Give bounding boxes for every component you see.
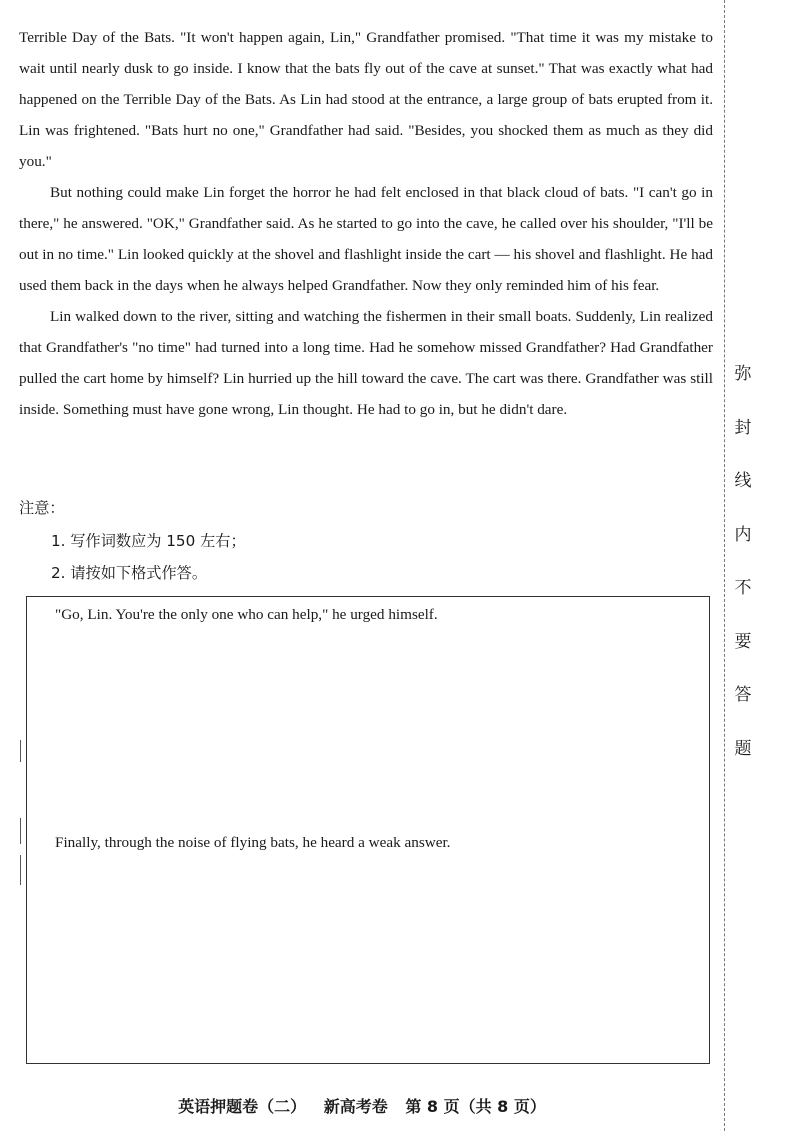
note-item-2: 2. 请按如下格式作答。 — [51, 564, 208, 582]
seal-char: 内 — [734, 524, 752, 545]
seal-dashed-line — [724, 0, 725, 1131]
seal-char: 不 — [734, 578, 752, 598]
note-item-1: 1. 写作词数应为 150 左右； — [51, 532, 246, 550]
scan-edge-mark — [20, 818, 21, 844]
answer-box[interactable] — [26, 596, 710, 1064]
seal-instruction — [731, 362, 755, 790]
passage-paragraph-2: But nothing could make Lin forget the horror he had felt enclosed in that black cloud of bats. "I can't go in there," he answered. "OK," Grandfather said. As he started to go into the cave, he called over his shoulder, "I'll be out in no time." Lin looked quickly at the shovel and flashlight inside the cart — his shovel and flashlight. He had used them back in the days when he always helped Grandfather. Now they only reminded him of his fear. — [19, 184, 713, 294]
scan-edge-mark — [20, 855, 21, 885]
reading-passage — [19, 22, 713, 425]
page-footer — [0, 1094, 724, 1117]
seal-char: 封 — [734, 417, 752, 438]
answer-prompt-2: Finally, through the noise of flying bats, he heard a weak answer. — [55, 834, 451, 851]
passage-paragraph-3: Lin walked down to the river, sitting and watching the fishermen in their small boats. Suddenly, Lin realized that Grandfather's "no time" had turned into a long time. Had he somehow missed Grandfather? Had Grandfather pulled the cart home by himself? Lin hurried up the hill toward the cave. The cart was there. Grandfather was still inside. Something must have gone wrong, Lin thought. He had to go in, but he didn't dare. — [19, 308, 713, 418]
scan-edge-mark — [20, 740, 21, 762]
answer-prompt-1: "Go, Lin. You're the only one who can help," he urged himself. — [55, 606, 438, 623]
footer-page-info: 第 8 页（共 8 页） — [405, 1097, 546, 1116]
notes-title: 注意： — [19, 499, 65, 517]
seal-char: 要 — [734, 631, 752, 652]
footer-exam-type: 新高考卷 — [323, 1097, 388, 1116]
seal-char: 弥 — [734, 364, 752, 384]
seal-char: 答 — [734, 685, 752, 705]
seal-char: 题 — [734, 738, 752, 759]
footer-exam-title: 英语押题卷（二） — [178, 1097, 307, 1116]
passage-paragraph-1: Terrible Day of the Bats. "It won't happen again, Lin," Grandfather promised. "That time it was my mistake to wait until nearly dusk to go inside. I know that the bats fly out of the cave at sunset." That was exactly what had happened on the Terrible Day of the Bats. As Lin had stood at the entrance, a large group of bats erupted from it. Lin was frightened. "Bats hurt no one," Grandfather had said. "Besides, you shocked them as much as they did you." — [19, 29, 713, 170]
seal-char: 线 — [734, 471, 752, 491]
